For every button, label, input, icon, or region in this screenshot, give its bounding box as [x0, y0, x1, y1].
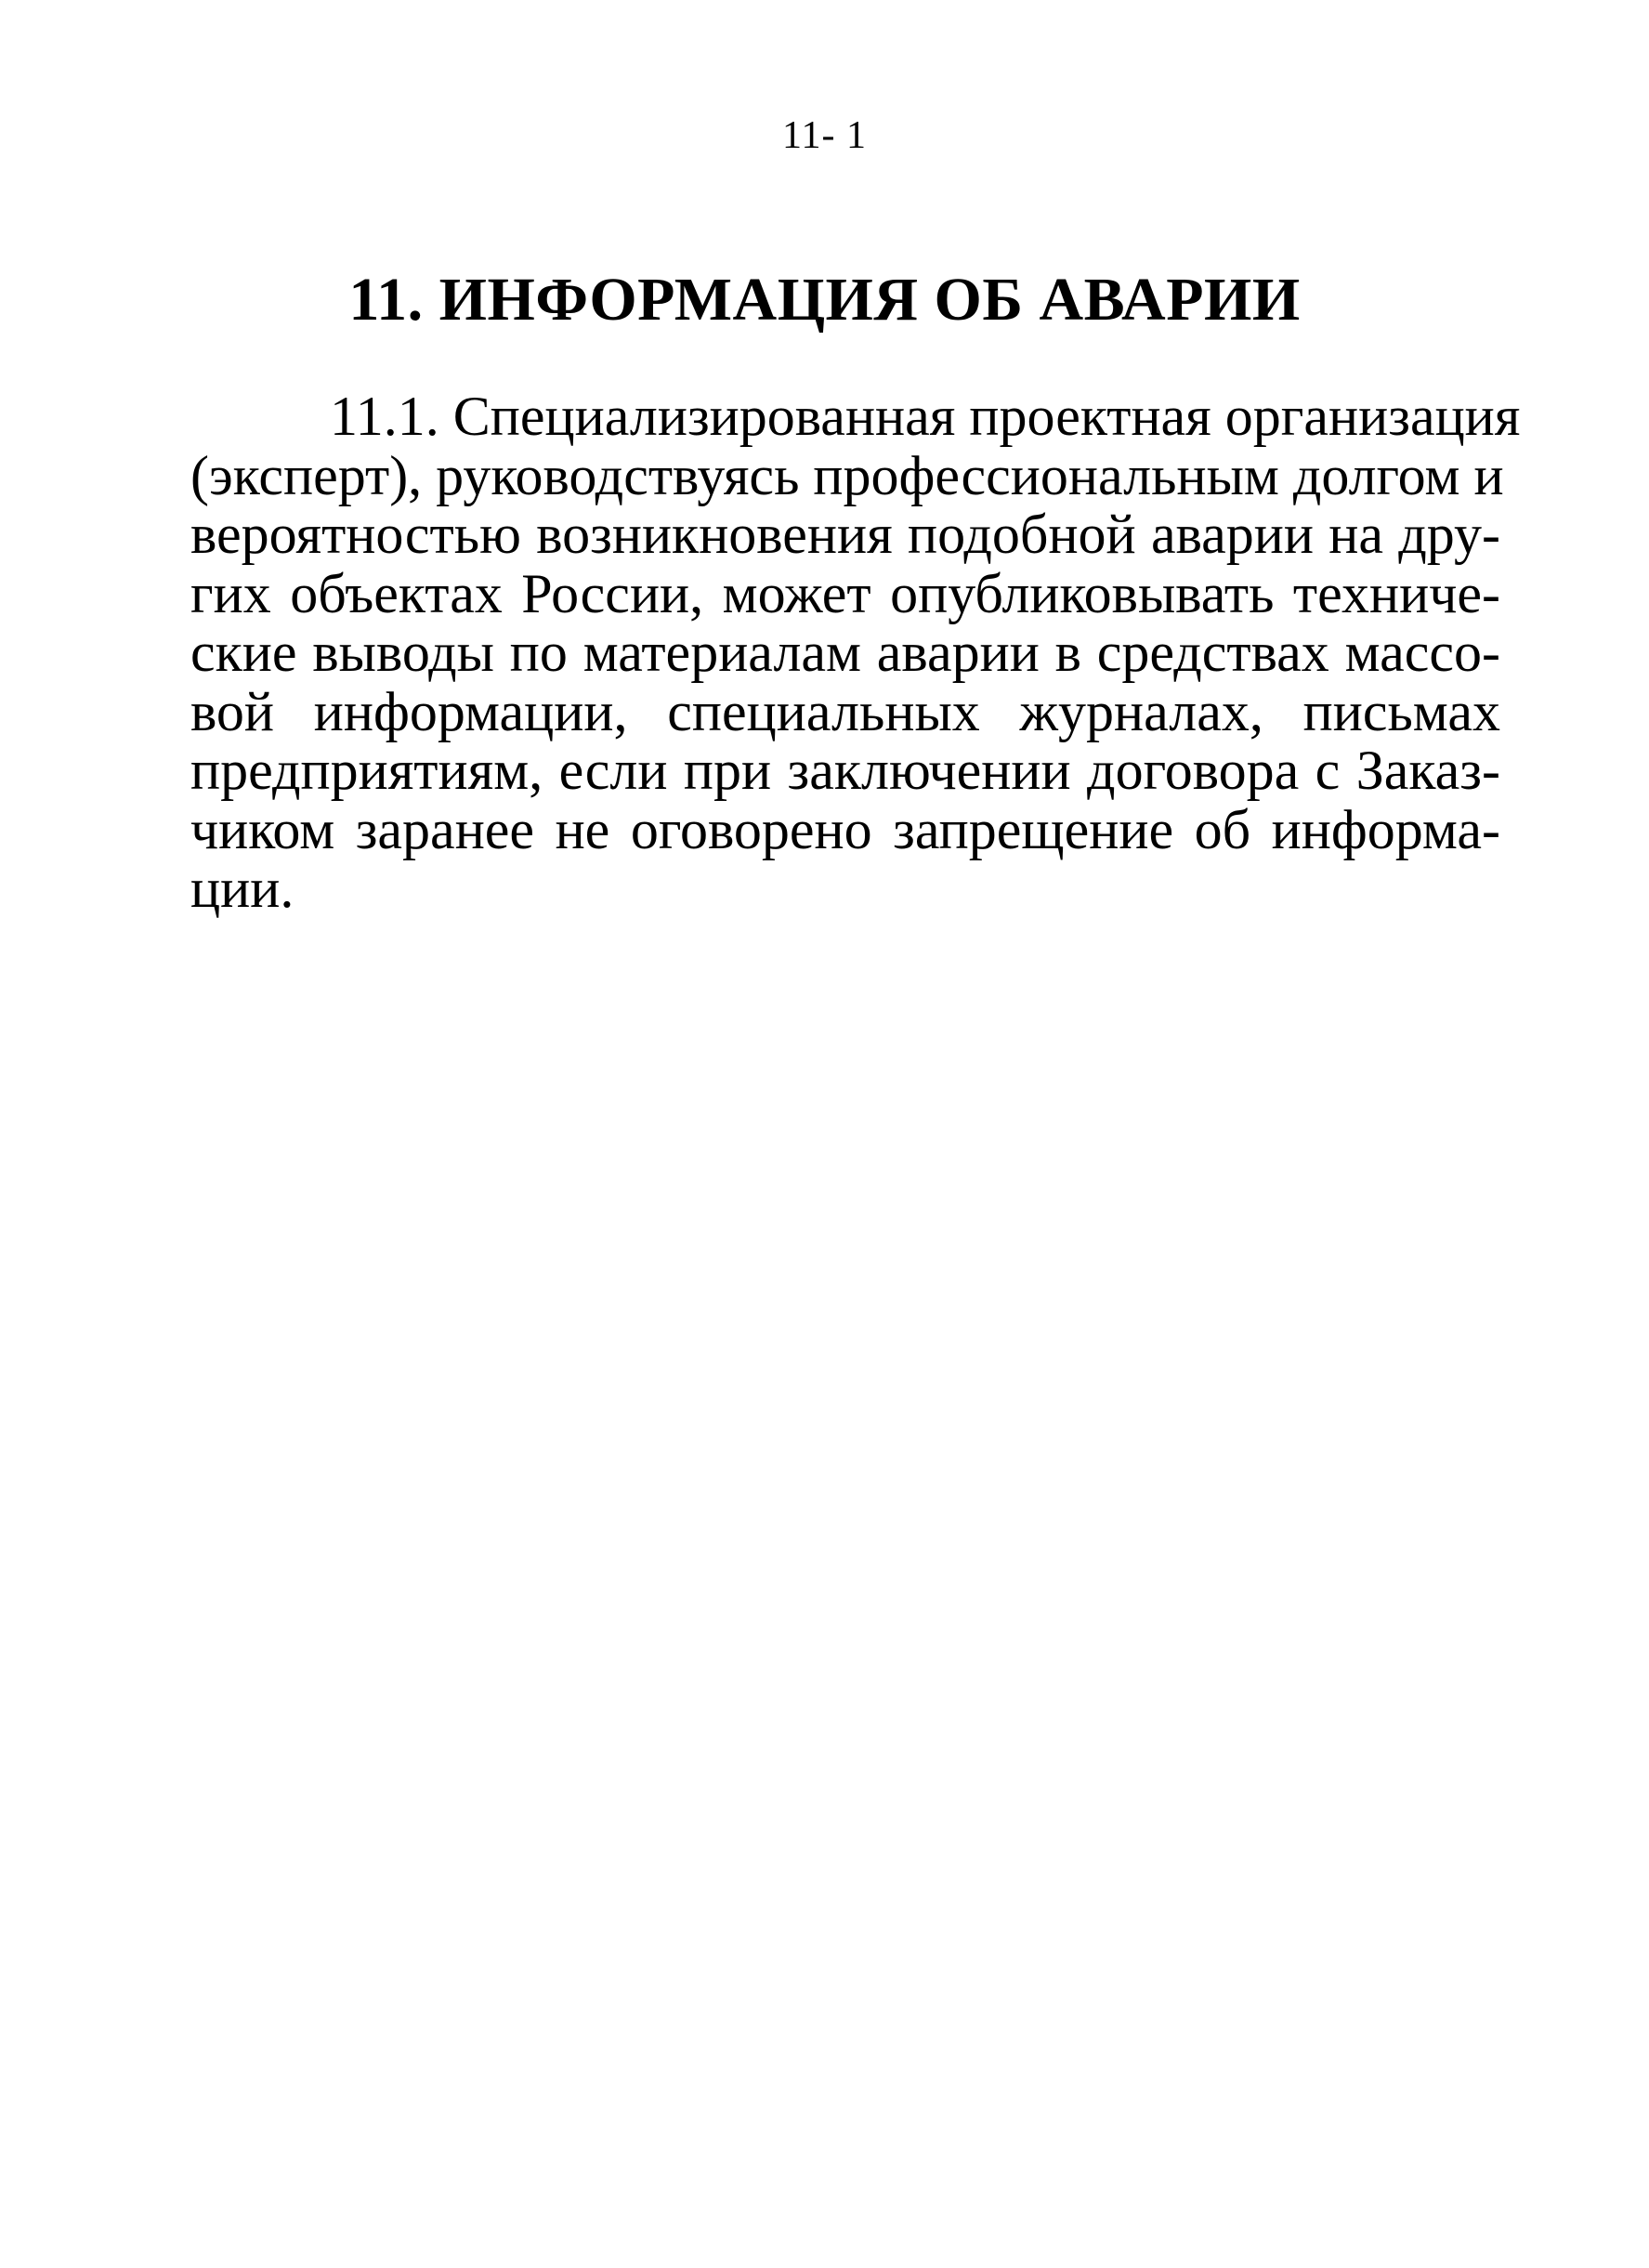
paragraph-11-1	[190, 386, 1521, 919]
paragraph-line: вой информации, специальных журналах, письмах	[190, 680, 1500, 742]
paragraph-line: ские выводы по материалам аварии в средствах массо-	[190, 622, 1500, 683]
paragraph-line: гих объектах России, может опубликовывать техниче-	[190, 562, 1500, 624]
paragraph-line: (эксперт), руководствуясь профессиональным долгом и	[190, 444, 1504, 506]
section-title: 11. ИНФОРМАЦИЯ ОБ АВАРИИ	[348, 266, 1301, 334]
page-number: 11- 1	[782, 114, 867, 157]
paragraph-line: вероятностью возникновения подобной аварии на дру-	[190, 504, 1500, 565]
paragraph-line: чиком заранее не оговорено запрещение об информа-	[190, 798, 1500, 860]
paragraph-line: 11.1. Специализированная проектная организация	[330, 386, 1521, 447]
paragraph-line: предприятиям, если при заключении договора с Заказ-	[190, 740, 1500, 801]
paragraph-line: ции.	[190, 858, 294, 919]
